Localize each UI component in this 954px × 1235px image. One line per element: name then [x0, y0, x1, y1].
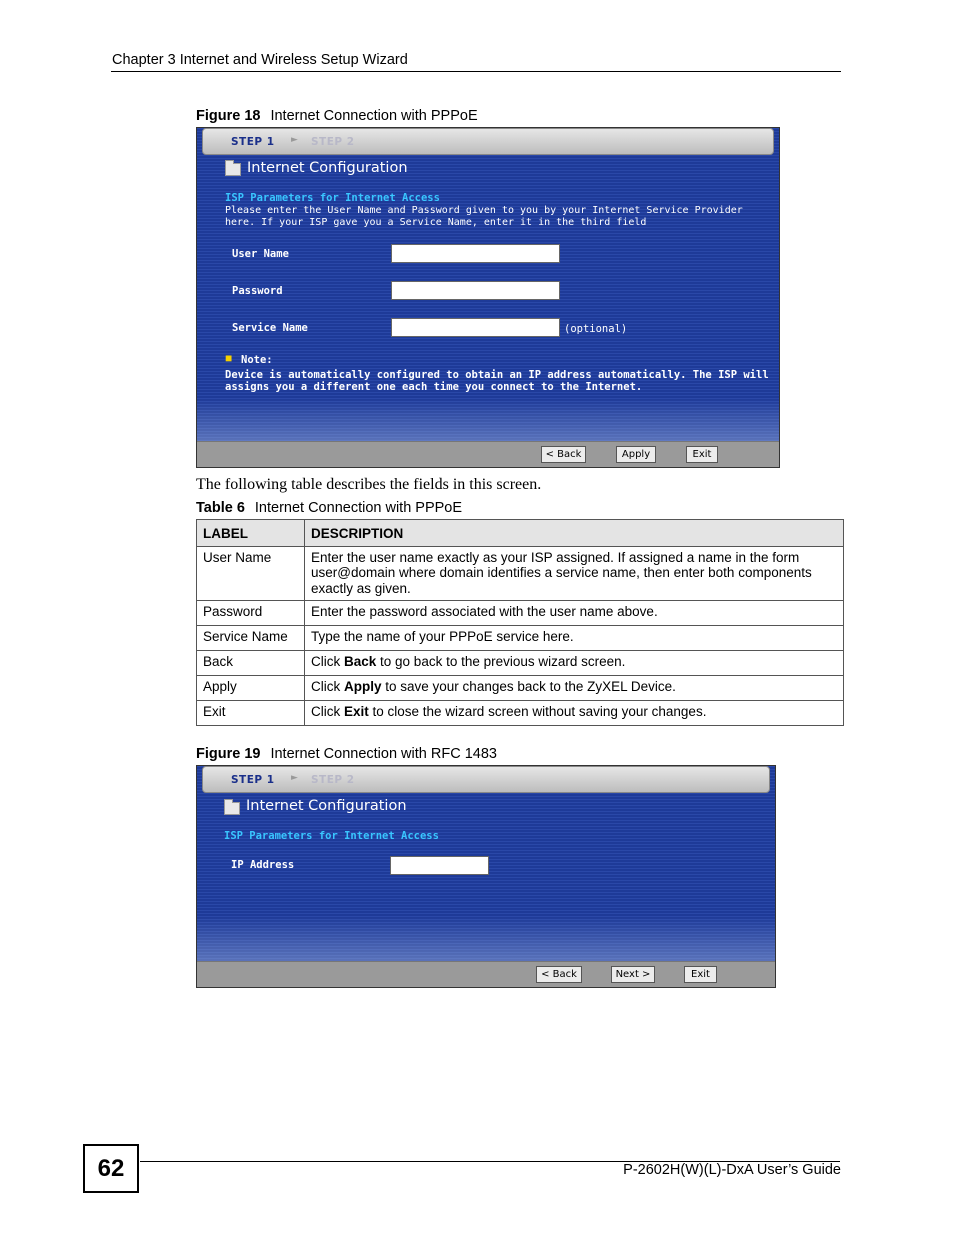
apply-button[interactable]: Apply	[616, 446, 656, 463]
row-label: Apply	[197, 675, 305, 700]
next-button[interactable]: Next >	[611, 966, 655, 983]
button-bar	[197, 441, 779, 467]
section-heading: ISP Parameters for Internet Access	[225, 192, 440, 204]
figure-18-caption	[196, 108, 478, 124]
folder-icon	[224, 802, 240, 815]
step-bar	[202, 128, 774, 155]
user-name-input[interactable]	[391, 244, 560, 263]
table-row	[197, 600, 844, 625]
row-label: Password	[197, 600, 305, 625]
table-row	[197, 700, 844, 725]
step-2-tab[interactable]: STEP 2	[311, 774, 355, 786]
intro-paragraph: The following table describes the fields in this screen.	[196, 476, 542, 493]
figure-19-caption	[196, 746, 497, 762]
table-6-caption	[196, 500, 462, 516]
optional-hint: (optional)	[564, 323, 628, 335]
user-name-label: User Name	[232, 248, 289, 260]
header-rule	[111, 71, 841, 72]
service-name-input[interactable]	[391, 318, 560, 337]
table-6-caption-text: Internet Connection with PPPoE	[254, 500, 463, 516]
table-row	[197, 625, 844, 650]
ip-address-input[interactable]	[390, 856, 489, 875]
fields-table	[196, 519, 844, 726]
exit-button[interactable]: Exit	[684, 966, 717, 983]
password-input[interactable]	[391, 281, 560, 300]
column-header-label: LABEL	[197, 520, 305, 547]
figure-19-label: Figure 19	[196, 746, 261, 762]
step-bar	[202, 766, 770, 793]
table-6-label: Table 6	[196, 500, 245, 516]
gradient-fade	[197, 916, 775, 964]
button-bar	[197, 961, 775, 987]
table-row	[197, 675, 844, 700]
step-arrow-icon: ►	[291, 773, 298, 783]
column-header-description: DESCRIPTION	[305, 520, 844, 547]
row-description: Click Back to go back to the previous wizard screen.	[305, 650, 844, 675]
note-heading: Note:	[241, 354, 273, 366]
step-1-tab[interactable]: STEP 1	[231, 136, 275, 148]
rfc1483-screenshot	[196, 765, 776, 988]
step-2-tab[interactable]: STEP 2	[311, 136, 355, 148]
section-heading: ISP Parameters for Internet Access	[224, 830, 439, 842]
row-description: Enter the password associated with the user name above.	[305, 600, 844, 625]
page-number: 62	[83, 1144, 139, 1193]
folder-icon	[225, 163, 241, 176]
figure-19-caption-text: Internet Connection with RFC 1483	[270, 746, 497, 762]
back-button[interactable]: < Back	[541, 446, 586, 463]
password-label: Password	[232, 285, 283, 297]
step-1-tab[interactable]: STEP 1	[231, 774, 275, 786]
gradient-fade	[197, 398, 779, 444]
row-description: Click Apply to save your changes back to the ZyXEL Device.	[305, 675, 844, 700]
row-label: Service Name	[197, 625, 305, 650]
row-description: Type the name of your PPPoE service here.	[305, 625, 844, 650]
pppoe-screenshot	[196, 127, 780, 468]
row-description: Enter the user name exactly as your ISP assigned. If assigned a name in the form user@domain where domain identifies a service name, then enter both components exactly as given.	[305, 546, 844, 600]
figure-18-label: Figure 18	[196, 108, 261, 124]
screen-title: Internet Configuration	[247, 160, 408, 176]
note-text: Device is automatically configured to obtain an IP address automatically. The ISP will assigns you a different one each time you connect to the Internet.	[225, 369, 769, 393]
step-arrow-icon: ►	[291, 135, 298, 145]
row-label: Back	[197, 650, 305, 675]
exit-button[interactable]: Exit	[686, 446, 718, 463]
row-description: Click Exit to close the wizard screen without saving your changes.	[305, 700, 844, 725]
table-row	[197, 650, 844, 675]
back-button[interactable]: < Back	[536, 966, 582, 983]
row-label: Exit	[197, 700, 305, 725]
guide-title: P-2602H(W)(L)-DxA User’s Guide	[623, 1162, 841, 1178]
section-description: Please enter the User Name and Password given to you by your Internet Service Provider here. If your ISP gave you a Service Name, enter it in the third field	[225, 205, 743, 228]
ip-address-label: IP Address	[231, 859, 295, 871]
note-icon: ■	[225, 351, 233, 365]
figure-18-caption-text: Internet Connection with PPPoE	[270, 108, 478, 124]
running-header: Chapter 3 Internet and Wireless Setup Wizard	[112, 52, 408, 68]
row-label: User Name	[197, 546, 305, 600]
service-name-label: Service Name	[232, 322, 308, 334]
screen-title: Internet Configuration	[246, 798, 407, 814]
table-row	[197, 546, 844, 600]
